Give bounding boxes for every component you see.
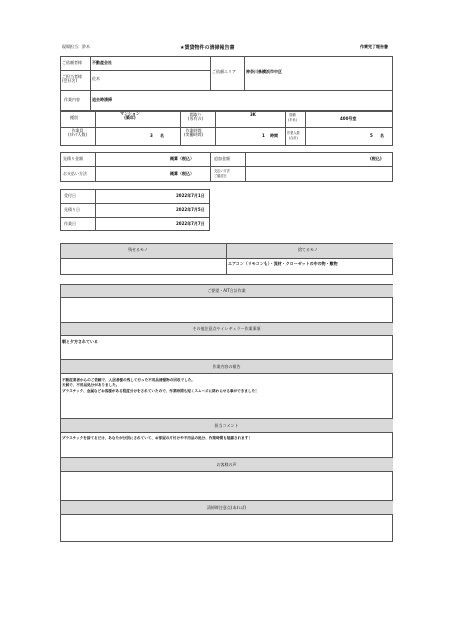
quote-amount-label: 見積り金額 xyxy=(63,156,83,161)
section-header: お客様の声 xyxy=(216,462,237,467)
date-label: 受付日 xyxy=(64,193,76,198)
additional-amount-label: 追加金額 xyxy=(214,156,230,161)
section-header: 担当コメント xyxy=(214,423,239,428)
work-content-label: 作業内容 xyxy=(64,97,80,102)
section-header: ご要望・AIT合計作業 xyxy=(207,288,246,293)
client-address-value: 神奈川県横浜市中区 xyxy=(246,69,282,74)
section-header: その他注意点やイレギュラー作業事項 xyxy=(192,326,261,331)
document-type: 作業完了報告書 xyxy=(360,44,388,49)
section-body: プラスチックを捨てるだけ、あなたが分別にされていて、お部屋の片付けや不用品の処分、作業時間も短縮されます！ xyxy=(62,436,252,440)
dispose-items-header: 捨てるモノ xyxy=(298,247,318,252)
property-area-value: 400号室 xyxy=(340,116,357,121)
extra-staff-unit: 名 xyxy=(380,133,384,138)
work-time-label: 作業時間 (実働時間) xyxy=(184,128,204,137)
client-company-label: ご依頼者様 xyxy=(62,60,82,65)
client-contact-label: ご担当者様 (会社名) xyxy=(62,74,82,83)
work-content-value: 退去時清掃 xyxy=(92,97,112,102)
work-time-value: 1 xyxy=(262,133,265,138)
work-time-unit: 時間 xyxy=(270,133,278,138)
client-address-label: ご依頼エリア xyxy=(212,69,236,74)
date-value: 2022年7月7日 xyxy=(176,221,205,226)
client-contact-value: 佐木 xyxy=(92,76,100,81)
extra-staff-label: 作業人数 (合計) xyxy=(287,131,300,140)
date-value: 2022年7月1日 xyxy=(176,193,205,198)
dispose-items-value: エアコン（リモコンも）・流材・クローゼットの中の物・敷物 xyxy=(228,261,338,266)
date-value: 2022年7月5日 xyxy=(176,207,205,212)
section-header: 作業内容の報告 xyxy=(212,364,241,369)
staff-value: 3 xyxy=(150,133,153,138)
site-staff-label: 現場担当：鈴木 xyxy=(62,44,90,49)
extra-staff-value: 5 xyxy=(370,133,373,138)
payment-note-label: 支払い方法 ご確認日 xyxy=(214,169,230,178)
property-type-value: マンション (築年) xyxy=(120,111,140,120)
quote-amount-value: 概算（税込） xyxy=(170,156,194,161)
property-area-label: 面積 (平米) xyxy=(288,113,297,122)
page-title: ★賃貸物件の清掃報告書 xyxy=(180,45,235,51)
section-header: 清掃時注意点(あれば) xyxy=(206,505,247,510)
property-type-label: 種別 xyxy=(70,115,78,120)
staff-unit: 名 xyxy=(160,133,164,138)
payment-method-value: 概算（税込） xyxy=(170,171,194,176)
additional-amount-value: (税込) xyxy=(370,156,382,161)
date-label: 見積り日 xyxy=(64,207,80,212)
section-body: 朝と夕方されている xyxy=(62,339,98,344)
staff-label: 作業員 (ｽﾀｯﾌ人数) xyxy=(68,128,88,137)
date-label: 作業日 xyxy=(64,221,76,226)
section-body: 不動産業者からのご依頼で、入居者様の残して行った不用品清掃物の回収でした。 天候で、不用品処分がありました。 プラスチック、金属などお客様がある程度分けをされていたので、作業時間も短くスムーズに終わらせる事ができました！ xyxy=(62,378,259,393)
payment-method-label: お支払い方法 xyxy=(63,171,87,176)
client-company-value: 不動産会社 xyxy=(92,60,112,65)
property-layout-label: 間取り (専有の) xyxy=(188,112,204,121)
property-layout-value: 3K xyxy=(250,112,256,117)
keep-items-header: 残せるモノ xyxy=(128,247,148,252)
